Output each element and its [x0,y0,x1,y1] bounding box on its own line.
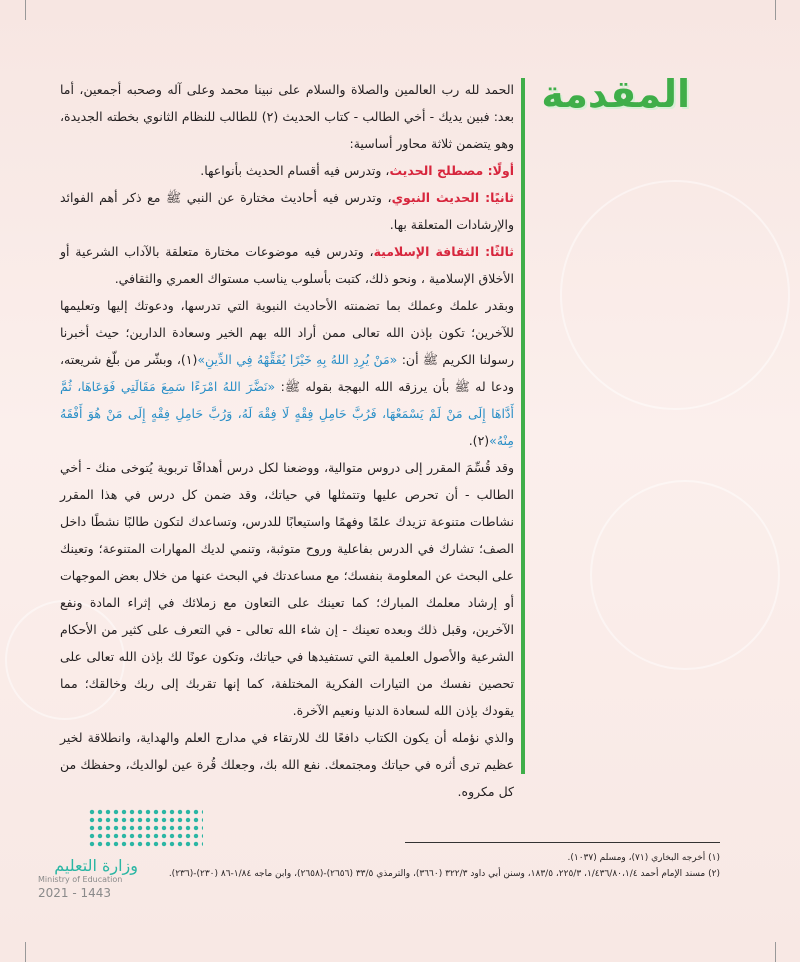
paragraph [60,157,514,184]
section-heading: ثالثًا: الثقافة الإسلامية [373,244,514,259]
page-title: المقدمة [541,72,690,116]
crop-mark [25,942,26,962]
section-heading: ثانيًا: الحديث النبوي [391,190,514,205]
paragraph [60,238,514,292]
ministry-logo [38,808,203,900]
paragraph-text: (٢). [468,433,490,448]
paragraph [60,724,514,805]
paragraph [60,184,514,238]
paragraph-text: وبقدر علمك وعملك بما تضمنته الأحاديث النبوية التي تدرسها، ودعوتك إليها وتعليمها للآخرين؛ تكون بإذن الله تعالى ممن أراد الله بهم الخير وسعادة الدارين؛ حيث أخبرنا رسولنا الكريم ﷺ أن: [60,298,514,367]
paragraph-text: (١)، وبشّر من بلّغ شريعته، ودعا له ﷺ بأن يرزقه الله البهجة بقوله ﷺ: [60,352,515,394]
paragraph-text: وقد قُسِّمَ المقرر إلى دروس متوالية، ووضعنا لكل درس أهدافًا تربوية يُتوخى منك - أخي الطالب - أن تحرص عليها وتتمثلها في حياتك، وقد ضمن كل درس في هذا المقرر نشاطات متنوعة تزيدك علمًا وفهمًا واستيعابًا للدرس، وتساعدك لتكون طالبًا نشطًا داخل الصف؛ تشارك في الدرس بفاعلية وروح متوثبة، وتنمي لديك المهارات المتنوعة؛ وتعينك على البحث عن المعلومة بنفسك؛ مع مساعدتك في البحث عنها من خلال بعض الموجهات أو إرشاد معلمك المبارك؛ كما تعينك على التعاون مع زملائك في إثراء المادة ونفع الآخرين، وقبل ذلك وبعده تعينك - إن شاء الله تعالى - في التعرف على كثير من الأحكام الشرعية والأصول العلمية التي تستفيدها في حياتك، وتكون عونًا لك بإذن الله تعالى على تحصين نفسك من التيارات الفكرية المختلفة، كما إنها تقربك إلى ربك وخالقك؛ مما يقودك بإذن الله لسعادة الدنيا ونعيم الآخرة. [60,460,514,718]
paragraph [60,454,514,724]
paragraph [60,292,514,454]
crop-mark [775,0,776,20]
logo-dots-icon [88,808,203,848]
footnote-divider [405,842,720,843]
paragraph-text: الحمد لله رب العالمين والصلاة والسلام على نبينا محمد وعلى آله وصحبه أجمعين، أما بعد: فبين يديك - أخي الطالب - كتاب الحديث (٢) للطالب للنظام الثانوي بخطته الجديدة، وهو يتضمن ثلاثة محاور أساسية: [60,82,514,151]
logo-year: 2021 - 1443 [38,886,112,900]
decorative-swirl [590,480,780,670]
section-heading: أولًا: مصطلح الحديث [389,163,514,178]
crop-mark [775,942,776,962]
introduction-body [60,76,514,805]
logo-name-ar: وزارة التعليم [54,856,138,875]
footnote-2: (٢) مسند الإمام أحمد ١/٤٣٦/٨٠،١/٤، ٢٢٥/٣، ١٨٣/٥، وسنن أبي داود ٣٢٢/٣ (٣٦٦٠)، والترمذي ٣٣/٥ (٢٦٥٦)-(٢٦٥٨)، وابن ماجه ١/٨٤-٨٦ (٢٣٠)-(٢٣٦). [168,869,720,879]
paragraph-text: والذي نؤمله أن يكون الكتاب دافعًا لك للارتقاء في مدارج العلم والهداية، وانطلاقة لخير عظيم ترى أثره في حياتك ومجتمعك. نفع الله بك، وجعلك قُرة عين لوالديك، وحفظك من كل مكروه. [60,730,514,799]
paragraph-text: ، وتدرس فيه موضوعات مختارة متعلقة بالآداب الشرعية أو الأخلاق الإسلامية ، ونحو ذلك، كتبت بأسلوب يناسب مستواك العمري والثقافي. [60,244,514,286]
hadith-quote: «مَنْ يُرِدِ اللهُ بِهِ خَيْرًا يُفَقِّهْهُ فِي الدِّينِ» [197,352,398,367]
crop-mark [25,0,26,20]
paragraph-text: ، وتدرس فيه أقسام الحديث بأنواعها. [200,163,390,178]
logo-name-en: Ministry of Education [38,875,123,884]
footnote-1: (١) أخرجه البخاري (٧١)، ومسلم (١٠٣٧). [567,853,720,863]
hadith-quote: «نَضَّرَ اللهُ امْرَءًا سَمِعَ مَقَالَتِي فَوَعَاهَا، ثُمَّ أَدَّاهَا إِلَى مَنْ لَمْ يَسْمَعْهَا، فَرُبَّ حَامِلِ فِقْهٍ لَا فِقْهَ لَهُ، وَرُبَّ حَامِلِ فِقْهٍ إِلَى مَنْ هُوَ أَفْقَهُ مِنْهُ» [60,379,514,448]
decorative-swirl [560,180,790,410]
paragraph-text: ، وتدرس فيه أحاديث مختارة عن النبي ﷺ مع ذكر أهم الفوائد والإرشادات المتعلقة بها. [60,190,514,232]
paragraph [60,76,514,157]
accent-bar [521,78,525,774]
footnotes [150,850,720,882]
